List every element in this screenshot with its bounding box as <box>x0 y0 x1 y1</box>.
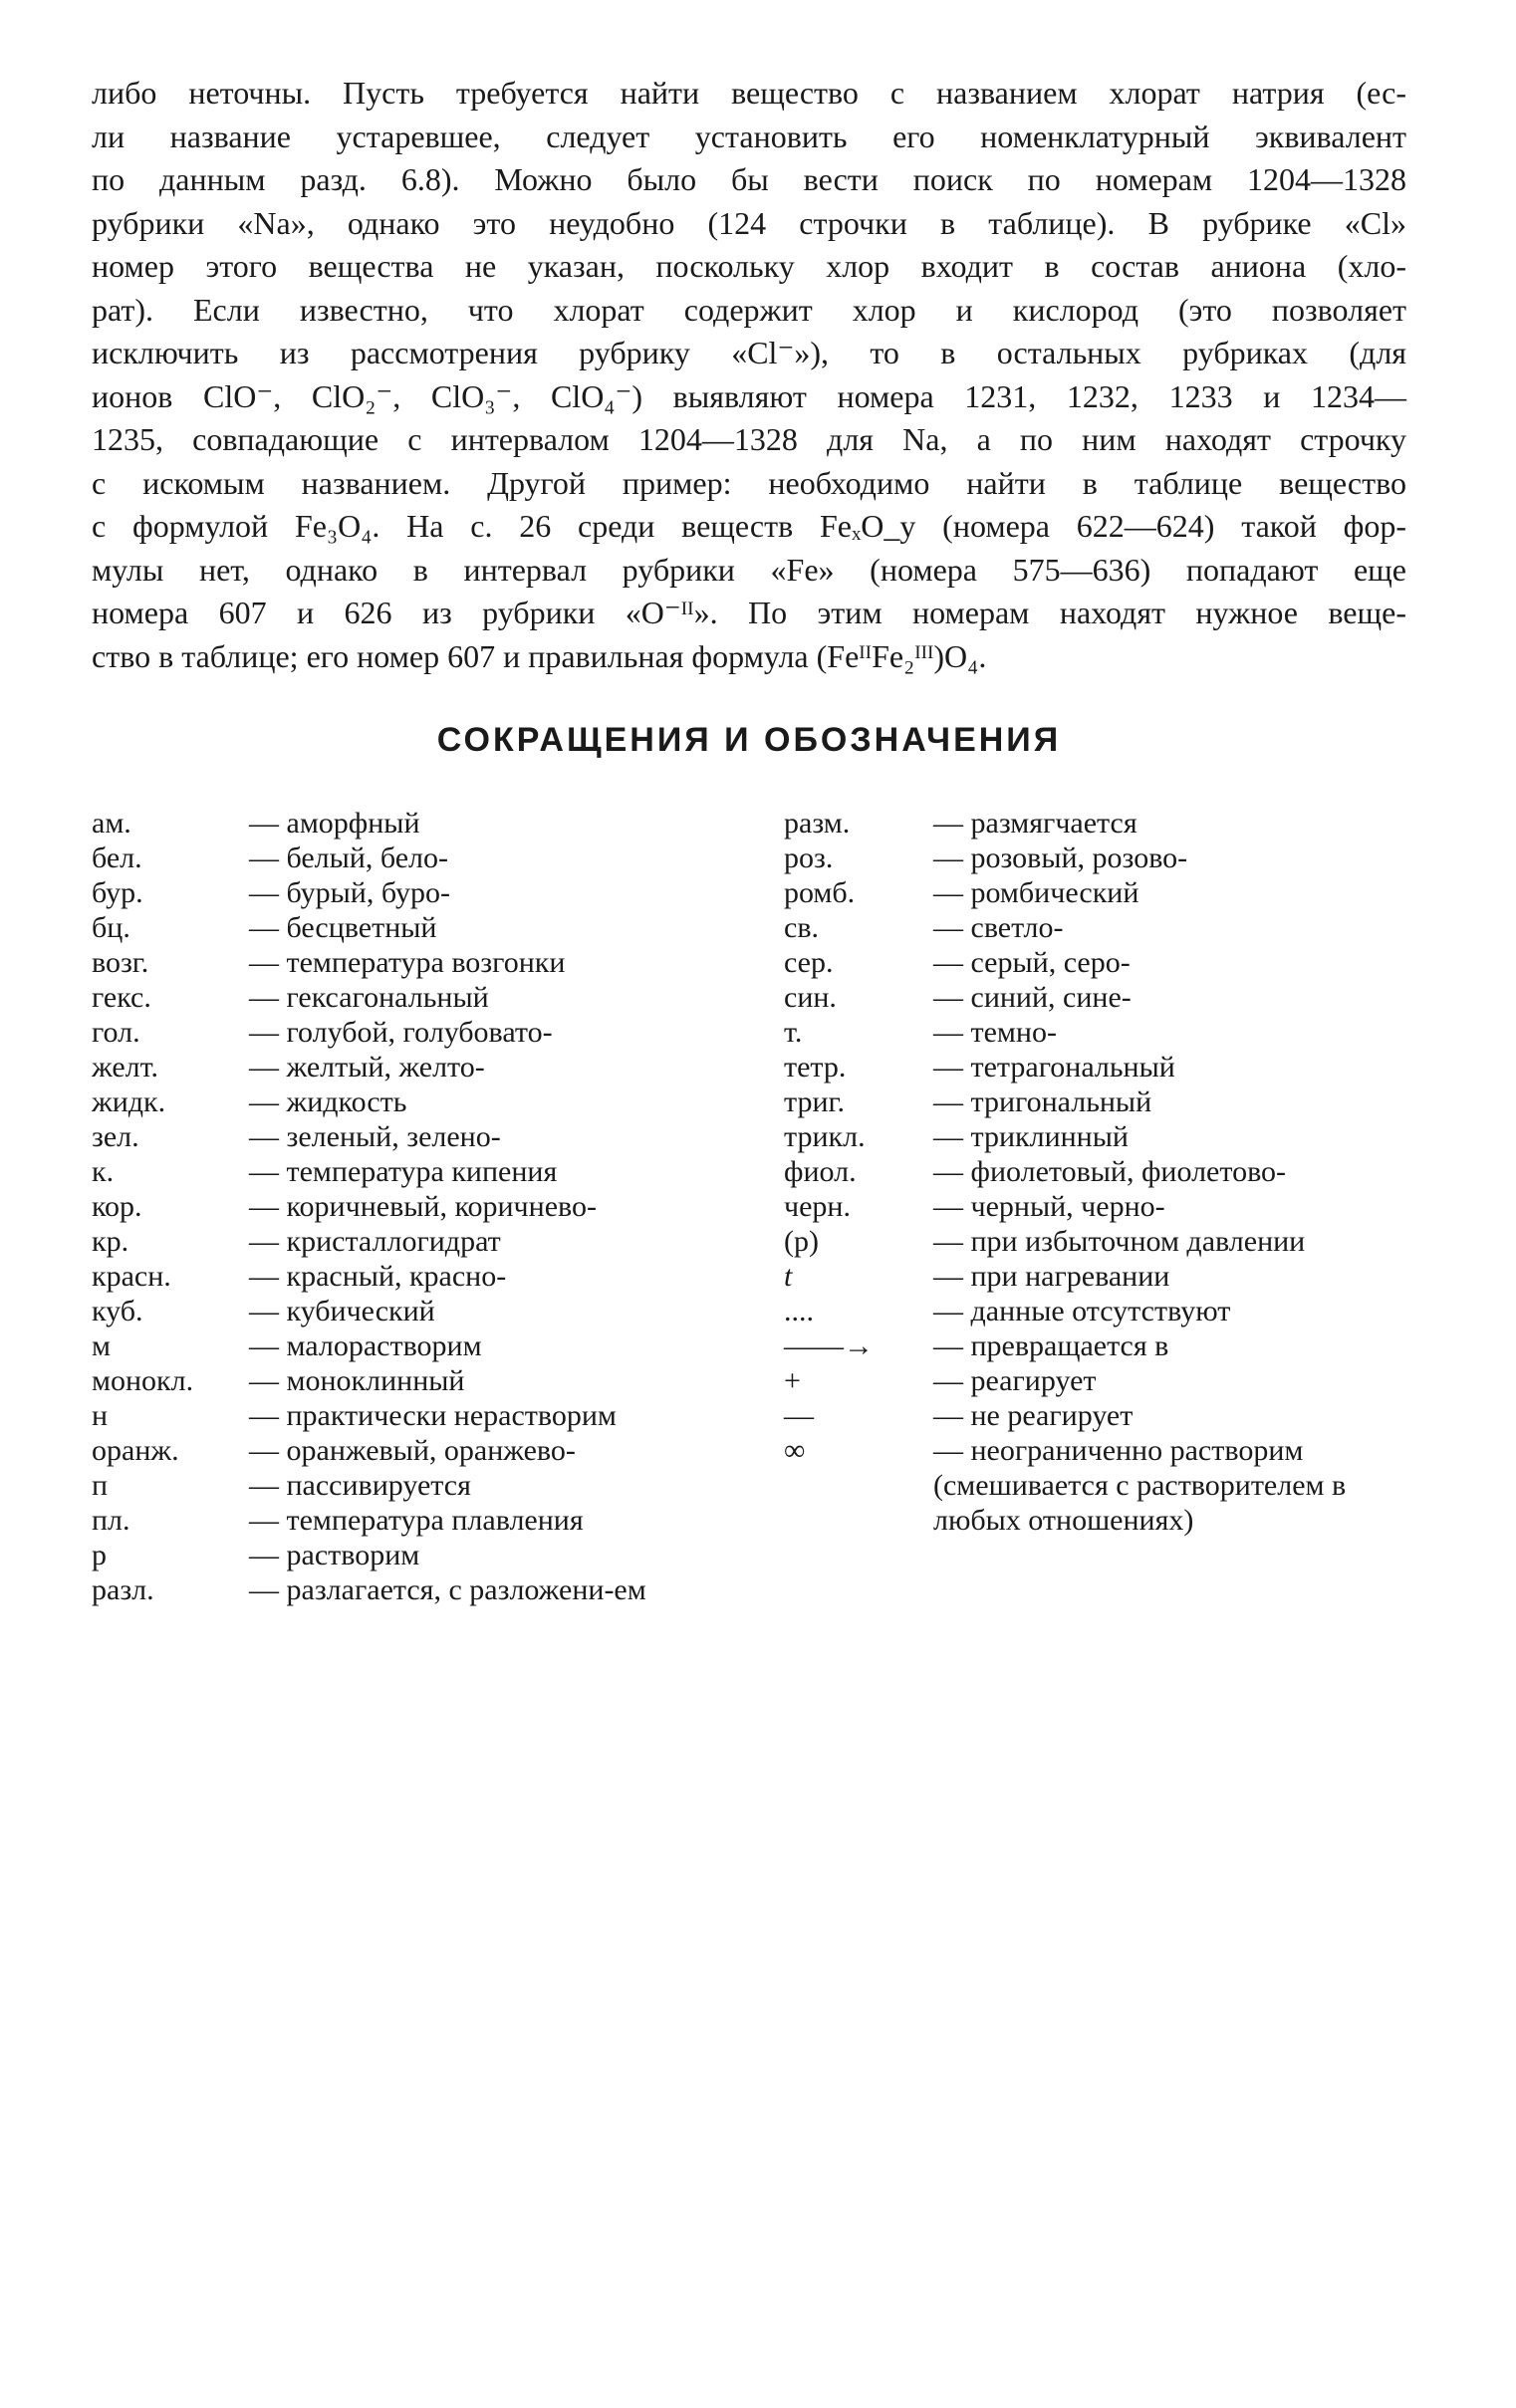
abbreviation-definition: — при нагревании <box>933 1260 1170 1293</box>
abbreviation-term: черн. <box>784 1190 851 1223</box>
abbreviation-definition: — кубический <box>249 1295 435 1327</box>
abbreviation-entry <box>92 841 784 875</box>
abbreviation-term: кр. <box>92 1225 129 1258</box>
paragraph-line: либо неточны. Пусть требуется найти вещество с названием хлорат натрия (ес- <box>92 75 1406 111</box>
abbreviation-term: ромб. <box>784 876 856 909</box>
abbreviation-term: кор. <box>92 1190 142 1223</box>
abbreviation-definition: — не реагирует <box>933 1399 1134 1432</box>
abbreviation-definition: — желтый, желто- <box>249 1051 485 1084</box>
abbreviation-term: зел. <box>92 1120 139 1153</box>
abbreviation-definition: — температура плавления <box>249 1504 584 1537</box>
abbreviation-definition: — практически нерастворим <box>249 1399 617 1432</box>
abbreviation-entry <box>784 910 1406 945</box>
abbreviation-term: гекс. <box>92 981 151 1014</box>
abbreviation-definition: — гексагональный <box>249 981 489 1014</box>
abbreviation-entry <box>784 1050 1406 1084</box>
abbreviation-entry <box>92 1363 784 1398</box>
abbreviation-entry <box>784 1154 1406 1189</box>
abbreviation-entry <box>784 980 1406 1015</box>
abbreviation-entry <box>784 1294 1406 1328</box>
abbreviation-entry <box>92 1015 784 1050</box>
abbreviation-definition: — фиолетовый, фиолетово- <box>933 1155 1287 1188</box>
abbreviation-term: куб. <box>92 1295 143 1327</box>
abbreviation-definition: — размягчается <box>933 807 1137 840</box>
abbreviation-term: св. <box>784 911 819 944</box>
abbreviation-definition: — температура кипения <box>249 1155 558 1188</box>
section-heading: СОКРАЩЕНИЯ И ОБОЗНАЧЕНИЯ <box>436 721 1062 759</box>
abbreviation-definition: — при избыточном давлении <box>933 1225 1306 1258</box>
abbreviation-definition: — аморфный <box>249 807 420 840</box>
abbreviation-definition: — бурый, буро- <box>249 876 450 909</box>
abbreviation-definition: — моноклинный <box>249 1364 465 1397</box>
plus-icon: + <box>784 1364 801 1397</box>
abbreviation-definition: — белый, бело- <box>249 842 449 874</box>
abbreviation-definition: — растворим <box>249 1539 420 1571</box>
abbreviation-term: оранж. <box>92 1434 179 1467</box>
abbreviation-term: тетр. <box>784 1051 847 1084</box>
abbreviation-entry <box>92 1538 784 1572</box>
abbreviation-entry <box>92 1503 784 1538</box>
abbreviation-term: (p) <box>784 1225 819 1258</box>
abbreviations-left-column <box>92 806 784 1607</box>
abbreviation-definition: — оранжевый, оранжево- <box>249 1434 576 1467</box>
abbreviation-entry <box>92 1224 784 1259</box>
abbreviation-definition: — тетрагональный <box>933 1051 1175 1084</box>
abbreviation-term: монокл. <box>92 1364 194 1397</box>
abbreviation-term: бц. <box>92 911 130 944</box>
abbreviation-entry <box>784 875 1406 910</box>
abbreviation-term: бур. <box>92 876 143 909</box>
abbreviation-term: красн. <box>92 1260 171 1293</box>
paragraph-line: ионов ClO⁻, ClO₂⁻, ClO₃⁻, ClO₄⁻) выявляют номера 1231, 1232, 1233 и 1234— <box>92 377 1406 414</box>
abbreviation-term: t <box>784 1260 793 1293</box>
abbreviation-term: возг. <box>92 946 149 979</box>
abbreviation-entry <box>92 1572 784 1607</box>
abbreviation-entry <box>92 1294 784 1328</box>
abbreviation-definition: — тригональный <box>933 1085 1152 1118</box>
paragraph-line: 1235, совпадающие с интервалом 1204—1328 для Na, а по ним находят строчку <box>92 421 1406 457</box>
paragraph-line: номер этого вещества не указан, поскольку хлор входит в состав аниона (хло- <box>92 248 1406 284</box>
abbreviation-definition: — разлагается, с разложени-ем <box>249 1573 646 1606</box>
abbreviation-definition: — кристаллогидрат <box>249 1225 501 1258</box>
abbreviation-entry <box>92 1154 784 1189</box>
abbreviations-right-column <box>784 806 1406 1607</box>
abbreviation-entry <box>92 980 784 1015</box>
abbreviation-definition: — неограниченно растворим (смешивается с растворителем в любых отношениях) <box>933 1434 1347 1537</box>
abbreviation-term: гол. <box>92 1016 140 1049</box>
abbreviation-definition: — ромбический <box>933 876 1139 909</box>
abbreviation-term: разм. <box>784 807 851 840</box>
abbreviation-entry <box>92 806 784 841</box>
abbreviation-entry <box>784 806 1406 841</box>
abbreviation-term: разл. <box>92 1573 154 1606</box>
abbreviation-term: м <box>92 1329 111 1362</box>
paragraph-line: рат). Если известно, что хлорат содержит хлор и кислород (это позволяет <box>92 291 1406 328</box>
paragraph-line: номера 607 и 626 из рубрики «O⁻ᴵᴵ». По этим номерам находят нужное веще- <box>92 595 1406 630</box>
abbreviation-entry <box>92 1468 784 1503</box>
intro-paragraph <box>92 72 1406 678</box>
abbreviation-entry <box>92 1189 784 1224</box>
abbreviation-definition: — превращается в <box>933 1329 1169 1362</box>
abbreviation-entry <box>92 875 784 910</box>
abbreviation-entry <box>92 945 784 980</box>
abbreviation-definition: — коричневый, коричнево- <box>249 1190 597 1223</box>
paragraph-line: с искомым названием. Другой пример: необходимо найти в таблице вещество <box>92 464 1406 501</box>
abbreviation-entry <box>784 1119 1406 1154</box>
paragraph-line: по данным разд. 6.8). Можно было бы вести поиск по номерам 1204—1328 <box>92 161 1406 197</box>
abbreviation-entry <box>92 1084 784 1119</box>
abbreviation-definition: — зеленый, зелено- <box>249 1120 501 1153</box>
paragraph-line: ли название устаревшее, следует установить его номенклатурный эквивалент <box>92 118 1406 154</box>
abbreviation-term: жидк. <box>92 1085 166 1118</box>
paragraph-line: мулы нет, однако в интервал рубрики «Fe» (номера 575—636) попадают еще <box>92 551 1406 588</box>
abbreviation-term: бел. <box>92 842 142 874</box>
abbreviation-entry <box>784 1015 1406 1050</box>
abbreviation-definition: — красный, красно- <box>249 1260 507 1293</box>
abbreviation-definition: — голубой, голубовато- <box>249 1016 553 1049</box>
abbreviation-entry <box>784 1189 1406 1224</box>
abbreviation-definition: — темно- <box>933 1016 1057 1049</box>
abbreviation-term: роз. <box>784 842 834 874</box>
arrow-icon: ——→ <box>784 1329 874 1362</box>
abbreviation-definition: — жидкость <box>249 1085 407 1118</box>
abbreviation-term: трикл. <box>784 1120 866 1153</box>
abbreviation-definition: — черный, черно- <box>933 1190 1165 1223</box>
abbreviation-term: триг. <box>784 1085 845 1118</box>
paragraph-line: с формулой Fe₃O₄. На с. 26 среди веществ FeₓO_y (номера 622—624) такой фор- <box>92 508 1406 544</box>
abbreviations-table <box>92 806 1406 1607</box>
abbreviation-term: т. <box>784 1016 803 1049</box>
abbreviation-term: желт. <box>92 1051 158 1084</box>
abbreviation-definition: — данные отсутствуют <box>933 1295 1231 1327</box>
abbreviation-definition: — реагирует <box>933 1364 1097 1397</box>
abbreviation-term: к. <box>92 1155 115 1188</box>
abbreviation-term: фиол. <box>784 1155 857 1188</box>
abbreviation-definition: — триклинный <box>933 1120 1129 1153</box>
abbreviation-definition: — светло- <box>933 911 1064 944</box>
abbreviation-definition: — серый, серо- <box>933 946 1131 979</box>
abbreviation-term: п <box>92 1469 109 1502</box>
abbreviation-entry <box>784 1259 1406 1294</box>
paragraph-line: рубрики «Na», однако это неудобно (124 строчки в таблице). В рубрике «Cl» <box>92 204 1406 241</box>
abbreviation-entry <box>784 841 1406 875</box>
abbreviation-entry <box>784 1328 1406 1363</box>
abbreviation-entry <box>784 1363 1406 1398</box>
abbreviation-definition: — бесцветный <box>249 911 437 944</box>
abbreviation-entry <box>784 1084 1406 1119</box>
abbreviation-entry <box>92 1398 784 1433</box>
infinity-icon: ∞ <box>784 1434 806 1467</box>
abbreviation-entry <box>92 910 784 945</box>
abbreviation-entry <box>784 1224 1406 1259</box>
abbreviation-entry <box>92 1328 784 1363</box>
paragraph-line: исключить из рассмотрения рубрику «Cl⁻»), то в остальных рубриках (для <box>92 335 1406 370</box>
abbreviation-definition: — малорастворим <box>249 1329 482 1362</box>
abbreviation-definition: — температура возгонки <box>249 946 566 979</box>
paragraph-line: ство в таблице; его номер 607 и правильная формула (FeᴵᴵFe₂ᴵᴵᴵ)O₄. <box>92 637 987 674</box>
abbreviation-entry <box>92 1259 784 1294</box>
abbreviation-entry <box>784 1398 1406 1433</box>
abbreviation-entry <box>784 1433 1406 1538</box>
minus-icon: — <box>784 1399 814 1432</box>
abbreviation-definition: — синий, сине- <box>933 981 1132 1014</box>
abbreviation-term: р <box>92 1539 107 1571</box>
abbreviation-entry <box>92 1433 784 1468</box>
abbreviation-definition: — пассивируется <box>249 1469 471 1502</box>
abbreviation-entry <box>92 1119 784 1154</box>
page <box>92 72 1406 1607</box>
abbreviation-term: н <box>92 1399 109 1432</box>
abbreviation-entry <box>92 1050 784 1084</box>
abbreviation-definition: — розовый, розово- <box>933 842 1188 874</box>
abbreviation-term: син. <box>784 981 837 1014</box>
abbreviation-term: сер. <box>784 946 834 979</box>
abbreviation-term: .... <box>784 1295 814 1327</box>
abbreviation-term: ам. <box>92 807 131 840</box>
abbreviation-term: пл. <box>92 1504 130 1537</box>
abbreviation-entry <box>784 945 1406 980</box>
